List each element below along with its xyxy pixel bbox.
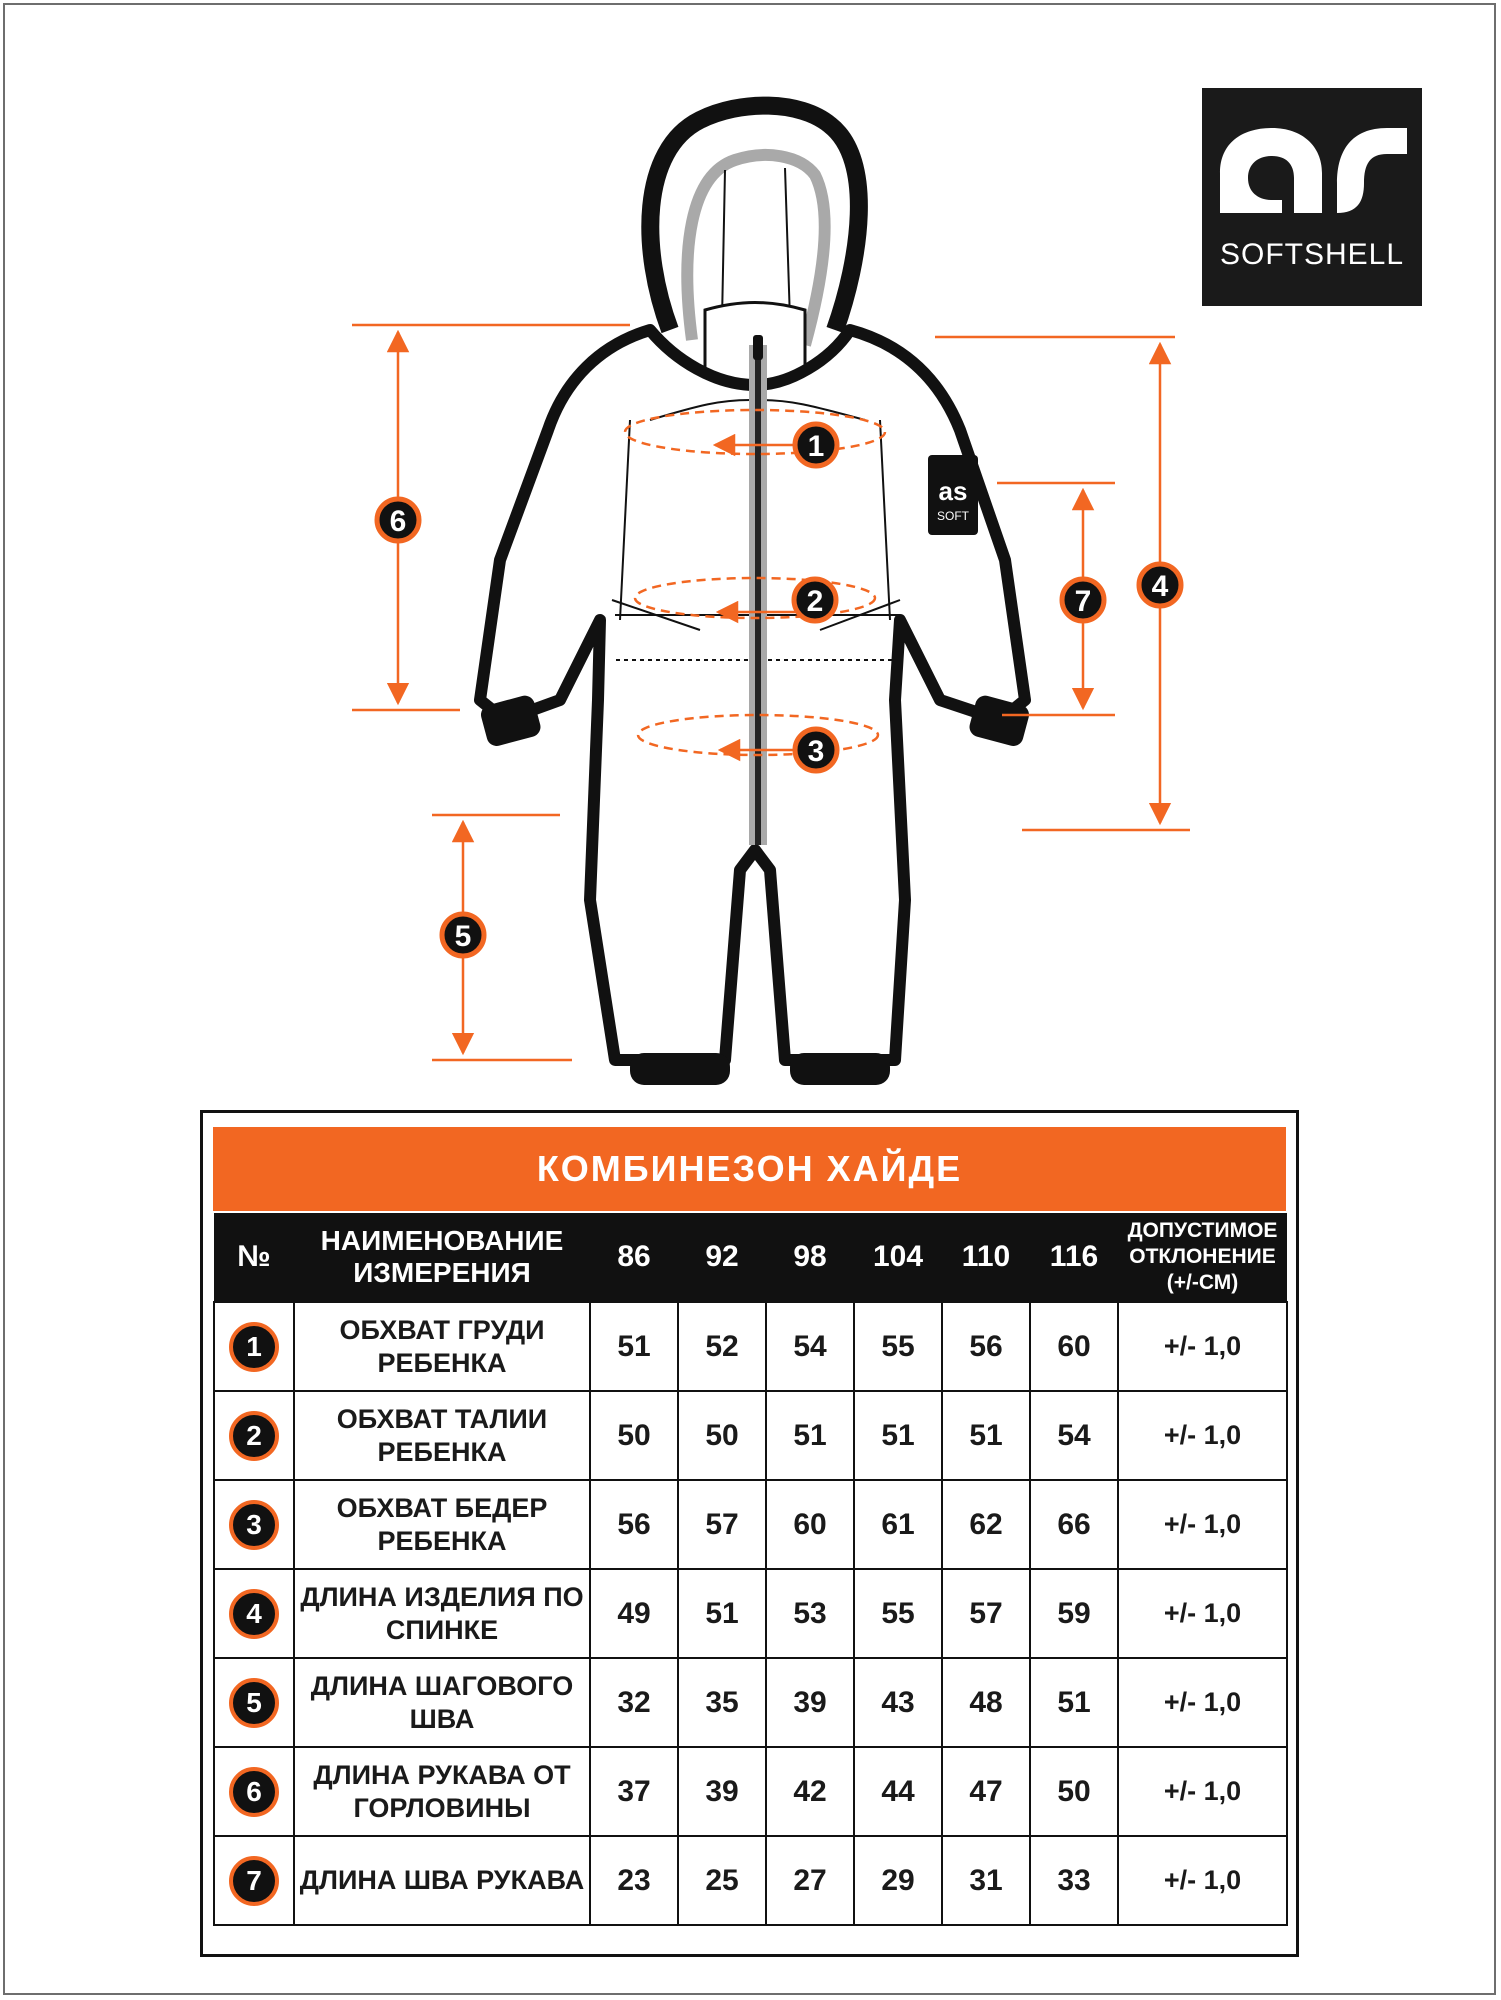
value-size-92: 25 — [678, 1836, 766, 1925]
value-size-110: 62 — [942, 1480, 1030, 1569]
value-size-116: 51 — [1030, 1658, 1118, 1747]
measurement-name-line2: РЕБЕНКА — [377, 1436, 507, 1467]
table-title: КОМБИНЕЗОН ХАЙДЕ — [213, 1127, 1286, 1211]
row-number-cell — [214, 1480, 294, 1569]
tolerance-value: +/- 1,0 — [1118, 1480, 1287, 1569]
svg-text:6: 6 — [389, 505, 407, 538]
table-row-1 — [214, 1302, 1287, 1391]
header-tolerance-line2: ОТКЛОНЕНИЕ — [1129, 1245, 1276, 1268]
value-size-86: 23 — [590, 1836, 678, 1925]
row-number-badge: 1 — [229, 1322, 279, 1372]
header-tolerance-line3: (+/-СМ) — [1166, 1271, 1239, 1294]
value-size-92: 57 — [678, 1480, 766, 1569]
header-tolerance — [1118, 1213, 1287, 1302]
size-table — [213, 1213, 1288, 1926]
header-name-line1: НАИМЕНОВАНИЕ — [320, 1225, 564, 1256]
tolerance-value: +/- 1,0 — [1118, 1836, 1287, 1925]
value-size-98: 39 — [766, 1658, 854, 1747]
value-size-86: 56 — [590, 1480, 678, 1569]
sleeve-patch — [928, 455, 978, 535]
table-row-2 — [214, 1391, 1287, 1480]
row-number-cell — [214, 1391, 294, 1480]
svg-text:2: 2 — [806, 585, 824, 618]
measurement-name-line2: СПИНКЕ — [385, 1614, 499, 1645]
measurement-name-line1: ОБХВАТ ТАЛИИ — [336, 1403, 548, 1434]
value-size-116: 59 — [1030, 1569, 1118, 1658]
size-table-frame — [200, 1110, 1299, 1957]
value-size-98: 54 — [766, 1302, 854, 1391]
value-size-86: 37 — [590, 1747, 678, 1836]
value-size-92: 39 — [678, 1747, 766, 1836]
logo-monogram-mark — [1202, 88, 1422, 238]
value-size-104: 61 — [854, 1480, 942, 1569]
header-size-92: 92 — [678, 1213, 766, 1302]
measurement-name-line1: ДЛИНА ШАГОВОГО — [310, 1670, 574, 1701]
row-number-badge: 3 — [229, 1500, 279, 1550]
value-size-116: 33 — [1030, 1836, 1118, 1925]
value-size-104: 51 — [854, 1391, 942, 1480]
value-size-104: 55 — [854, 1302, 942, 1391]
header-size-110: 110 — [942, 1213, 1030, 1302]
value-size-116: 60 — [1030, 1302, 1118, 1391]
table-row-3 — [214, 1480, 1287, 1569]
value-size-98: 53 — [766, 1569, 854, 1658]
measurement-name-line2: РЕБЕНКА — [377, 1347, 507, 1378]
row-number-cell — [214, 1302, 294, 1391]
measurement-name — [294, 1480, 590, 1569]
table-row-4 — [214, 1569, 1287, 1658]
measurement-name-line1: ДЛИНА ШВА РУКАВА — [299, 1865, 585, 1895]
value-size-110: 57 — [942, 1569, 1030, 1658]
measurement-name — [294, 1391, 590, 1480]
tolerance-value: +/- 1,0 — [1118, 1747, 1287, 1836]
table-row-5 — [214, 1658, 1287, 1747]
value-size-92: 51 — [678, 1569, 766, 1658]
row-number-badge: 2 — [229, 1411, 279, 1461]
tolerance-value: +/- 1,0 — [1118, 1658, 1287, 1747]
svg-text:4: 4 — [1151, 570, 1169, 603]
row-number-badge: 4 — [229, 1589, 279, 1639]
svg-text:7: 7 — [1074, 585, 1092, 618]
measurement-name — [294, 1836, 590, 1925]
value-size-98: 42 — [766, 1747, 854, 1836]
value-size-86: 51 — [590, 1302, 678, 1391]
header-name — [294, 1213, 590, 1302]
marker-7 — [1062, 579, 1104, 621]
value-size-104: 55 — [854, 1569, 942, 1658]
sleeve-patch-text: SOFT — [937, 509, 969, 523]
marker-5 — [442, 914, 484, 956]
tolerance-value: +/- 1,0 — [1118, 1391, 1287, 1480]
measurement-name — [294, 1302, 590, 1391]
value-size-110: 56 — [942, 1302, 1030, 1391]
marker-2 — [794, 579, 836, 621]
value-size-116: 50 — [1030, 1747, 1118, 1836]
header-size-98: 98 — [766, 1213, 854, 1302]
value-size-104: 29 — [854, 1836, 942, 1925]
value-size-92: 50 — [678, 1391, 766, 1480]
sleeve-patch-monogram: as — [938, 476, 968, 506]
row-number-cell — [214, 1836, 294, 1925]
row-number-cell — [214, 1747, 294, 1836]
marker-4 — [1139, 564, 1181, 606]
measurement-name-line1: ОБХВАТ БЕДЕР — [336, 1492, 548, 1523]
table-row-6 — [214, 1747, 1287, 1836]
table-row-7 — [214, 1836, 1287, 1925]
header-size-86: 86 — [590, 1213, 678, 1302]
zipper — [753, 335, 763, 845]
measurement-name-line2: ШВА — [409, 1703, 475, 1734]
value-size-110: 31 — [942, 1836, 1030, 1925]
header-tolerance-line1: ДОПУСТИМОЕ — [1127, 1219, 1278, 1242]
value-size-110: 47 — [942, 1747, 1030, 1836]
logo-text: SOFTSHELL — [1219, 238, 1405, 271]
tolerance-value: +/- 1,0 — [1118, 1302, 1287, 1391]
value-size-86: 32 — [590, 1658, 678, 1747]
value-size-116: 54 — [1030, 1391, 1118, 1480]
measurement-name-line2: ГОРЛОВИНЫ — [353, 1792, 531, 1823]
value-size-110: 48 — [942, 1658, 1030, 1747]
row-number-cell — [214, 1569, 294, 1658]
measurement-name-line1: ОБХВАТ ГРУДИ — [339, 1314, 545, 1345]
measurement-name-line2: РЕБЕНКА — [377, 1525, 507, 1556]
value-size-104: 44 — [854, 1747, 942, 1836]
header-size-104: 104 — [854, 1213, 942, 1302]
row-number-badge: 7 — [229, 1856, 279, 1906]
svg-text:5: 5 — [454, 920, 472, 953]
header-no: № — [214, 1213, 294, 1302]
row-number-badge: 6 — [229, 1767, 279, 1817]
header-size-116: 116 — [1030, 1213, 1118, 1302]
measurement-name — [294, 1747, 590, 1836]
value-size-86: 49 — [590, 1569, 678, 1658]
value-size-110: 51 — [942, 1391, 1030, 1480]
value-size-98: 60 — [766, 1480, 854, 1569]
measurement-name-line1: ДЛИНА ИЗДЕЛИЯ ПО — [300, 1581, 584, 1612]
header-name-line2: ИЗМЕРЕНИЯ — [353, 1257, 531, 1288]
value-size-98: 51 — [766, 1391, 854, 1480]
value-size-92: 35 — [678, 1658, 766, 1747]
value-size-104: 43 — [854, 1658, 942, 1747]
marker-1 — [795, 424, 837, 466]
svg-text:3: 3 — [807, 735, 825, 768]
value-size-98: 27 — [766, 1836, 854, 1925]
svg-text:1: 1 — [807, 430, 825, 463]
value-size-92: 52 — [678, 1302, 766, 1391]
value-size-116: 66 — [1030, 1480, 1118, 1569]
measurement-name-line1: ДЛИНА РУКАВА ОТ — [313, 1759, 571, 1790]
tolerance-value: +/- 1,0 — [1118, 1569, 1287, 1658]
brand-logo — [1202, 88, 1422, 306]
measurement-name — [294, 1569, 590, 1658]
marker-6 — [377, 499, 419, 541]
measurement-name — [294, 1658, 590, 1747]
row-number-cell — [214, 1658, 294, 1747]
value-size-86: 50 — [590, 1391, 678, 1480]
row-number-badge: 5 — [229, 1678, 279, 1728]
table-header-row — [214, 1213, 1287, 1302]
marker-3 — [795, 729, 837, 771]
